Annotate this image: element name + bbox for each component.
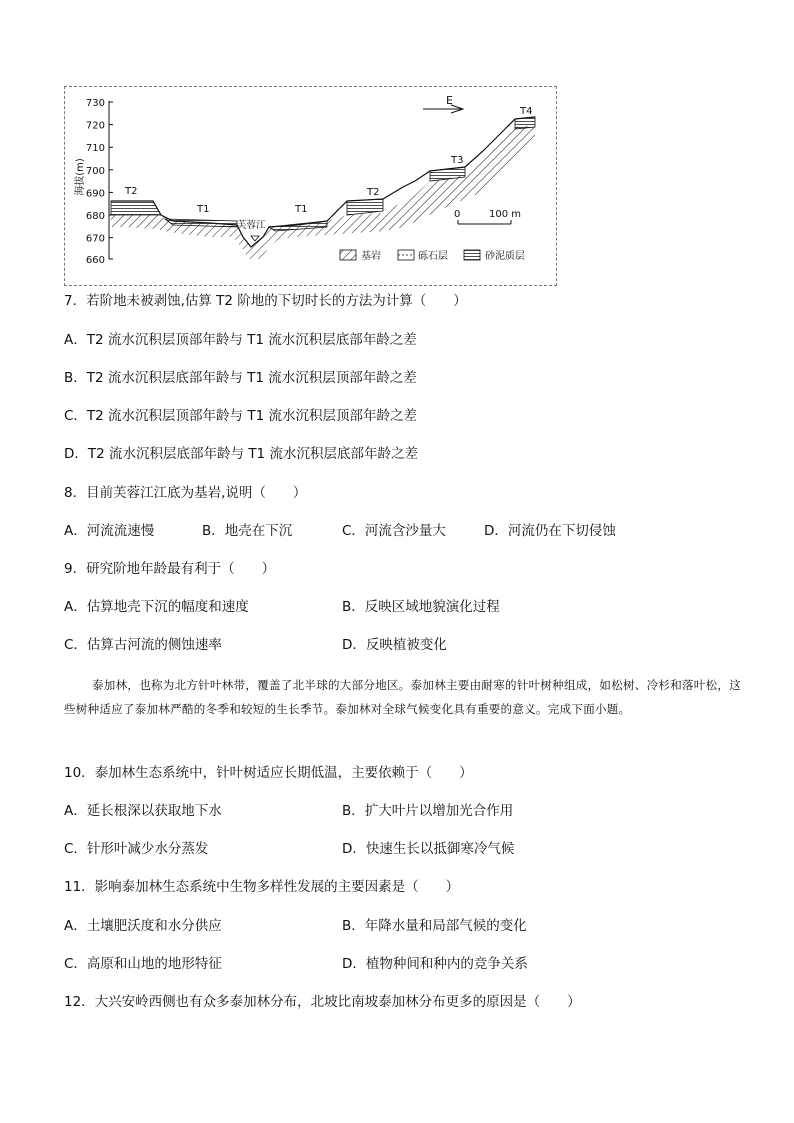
question-11-option-a: A．土壤肥沃度和水分供应 bbox=[64, 918, 222, 934]
legend-bedrock-swatch bbox=[340, 250, 356, 260]
question-11-option-c: C．高原和山地的地形特征 bbox=[64, 956, 222, 972]
bedrock-body bbox=[111, 125, 535, 259]
question-8-stem: 8．目前芙蓉江江底为基岩,说明（ ） bbox=[64, 485, 307, 501]
terrace-label: T1 bbox=[197, 204, 210, 215]
legend-sand-mud-swatch bbox=[464, 250, 480, 260]
question-8-option-a: A．河流流速慢 bbox=[64, 523, 155, 539]
question-9-option-a: A．估算地壳下沉的幅度和速度 bbox=[64, 599, 249, 615]
question-12-stem: 12．大兴安岭西侧也有众多泰加林分布，北坡比南坡泰加林分布更多的原因是（ ） bbox=[64, 994, 581, 1010]
y-ticks bbox=[109, 102, 113, 259]
question-7-option-a: A．T2 流水沉积层顶部年龄与 T1 流水沉积层底部年龄之差 bbox=[64, 332, 417, 348]
question-10-option-d: D．快速生长以抵御寒冷气候 bbox=[342, 841, 515, 857]
question-7-stem: 7．若阶地未被剥蚀,估算 T2 阶地的下切时长的方法为计算（ ） bbox=[64, 293, 467, 309]
y-tick-label: 670 bbox=[85, 233, 105, 245]
question-11-option-d: D．植物种间和种内的竞争关系 bbox=[342, 956, 528, 972]
cross-section-svg bbox=[65, 87, 558, 287]
legend-bedrock-label: 基岩 bbox=[361, 251, 381, 262]
terrace-label: T2 bbox=[125, 186, 138, 197]
direction-label: E bbox=[446, 94, 453, 107]
question-10-option-a: A．延长根深以获取地下水 bbox=[64, 803, 222, 819]
passage-text: 泰加林，也称为北方针叶林带，覆盖了北半球的大部分地区。泰加林主要由耐寒的针叶树种组成，如松树、冷杉和落叶松，这些树种适应了泰加林严酷的冬季和较短的生长季节。泰加林对全球气候变化具有重要的意义。完成下面小题。 bbox=[64, 678, 741, 716]
question-10-option-c: C．针形叶减少水分蒸发 bbox=[64, 841, 209, 857]
question-8-option-b: B．地壳在下沉 bbox=[202, 523, 293, 539]
legend bbox=[340, 249, 525, 262]
river-label: 芙蓉江 bbox=[237, 220, 266, 231]
reading-passage bbox=[64, 673, 744, 721]
direction-arrow-icon bbox=[423, 105, 463, 113]
water-level-icon bbox=[251, 236, 259, 241]
y-tick-label: 660 bbox=[85, 255, 105, 266]
terrace-label: T1 bbox=[295, 204, 308, 215]
question-7-option-c: C．T2 流水沉积层顶部年龄与 T1 流水沉积层顶部年龄之差 bbox=[64, 408, 417, 424]
legend-sand-mud-label: 砂泥质层 bbox=[485, 251, 525, 262]
terrace-label: T3 bbox=[451, 155, 464, 166]
y-tick-label: 730 bbox=[85, 98, 105, 109]
question-7-option-d: D．T2 流水沉积层底部年龄与 T1 流水沉积层底部年龄之差 bbox=[64, 446, 418, 462]
y-tick-label: 710 bbox=[85, 143, 105, 155]
scale-length-label: 100 m bbox=[489, 209, 522, 220]
question-9-option-c: C．估算古河流的侧蚀速率 bbox=[64, 637, 222, 653]
terrace-label: T2 bbox=[367, 187, 380, 198]
y-tick-label: 680 bbox=[85, 211, 105, 222]
question-8-option-d: D．河流仍在下切侵蚀 bbox=[484, 523, 616, 539]
question-9-option-d: D．反映植被变化 bbox=[342, 637, 447, 653]
y-tick-label: 700 bbox=[85, 165, 105, 177]
question-9-stem: 9．研究阶地年龄最有利于（ ） bbox=[64, 561, 276, 577]
y-tick-label: 690 bbox=[85, 188, 105, 200]
terrace-label: T4 bbox=[520, 106, 533, 117]
question-10-option-b: B．扩大叶片以增加光合作用 bbox=[342, 803, 514, 819]
question-8-option-c: C．河流含沙量大 bbox=[342, 523, 446, 539]
question-7-option-b: B．T2 流水沉积层底部年龄与 T1 流水沉积层顶部年龄之差 bbox=[64, 370, 417, 386]
y-tick-label: 720 bbox=[85, 120, 105, 132]
legend-gravel-swatch bbox=[398, 250, 414, 260]
question-11-option-b: B．年降水量和局部气候的变化 bbox=[342, 918, 527, 934]
y-axis-label: 海拔(m) bbox=[75, 158, 86, 196]
question-11-stem: 11．影响泰加林生态系统中生物多样性发展的主要因素是（ ） bbox=[64, 879, 460, 895]
question-9-option-b: B．反映区域地貌演化过程 bbox=[342, 599, 500, 615]
legend-gravel-label: 砾石层 bbox=[418, 251, 448, 262]
terrace-cross-section-figure bbox=[64, 86, 557, 286]
scale-zero-label: 0 bbox=[454, 209, 461, 220]
question-10-stem: 10．泰加林生态系统中，针叶树适应长期低温，主要依赖于（ ） bbox=[64, 765, 473, 781]
scale-bar bbox=[458, 220, 511, 224]
